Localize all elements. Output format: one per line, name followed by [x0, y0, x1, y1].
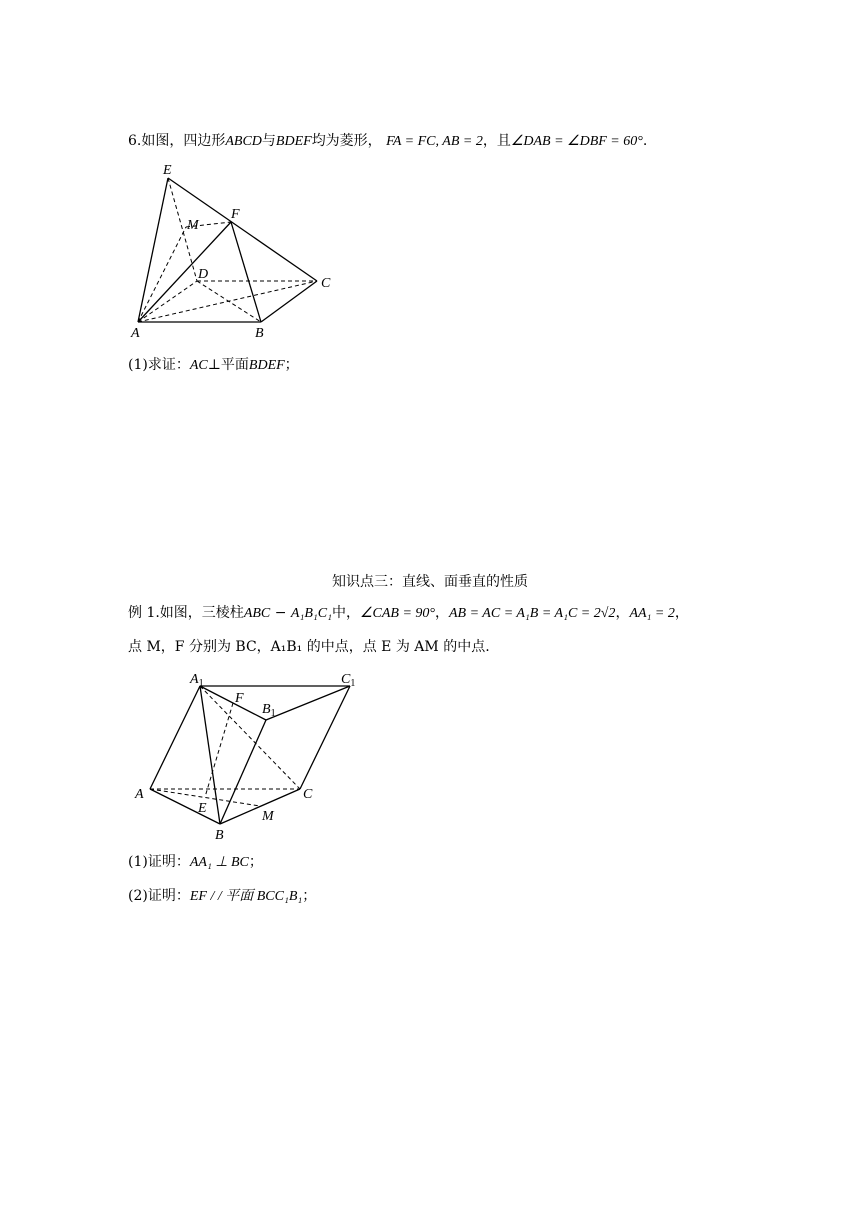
example1-comma-1: ，	[435, 605, 449, 621]
example1-aa1: AA₁ = 2	[629, 606, 675, 621]
example1-prism-top: A₁B₁C₁	[290, 606, 332, 621]
problem6-part1-perp: ⊥平面	[207, 357, 249, 373]
fig-e1-label-m: M	[262, 809, 274, 824]
problem6-statement	[128, 131, 647, 152]
example1-part2	[128, 886, 316, 907]
fig6-label-f: F	[231, 207, 240, 222]
example1-angle: ∠CAB = 90°	[359, 606, 435, 621]
problem6-part1-label: (1)求证：	[128, 357, 190, 373]
example1-part2-end: ；	[302, 888, 317, 904]
fig6-label-b: B	[255, 326, 264, 341]
fig6-label-c: C	[321, 276, 331, 291]
problem6-part1-plane: BDEF	[248, 358, 285, 373]
problem6-condition-1: FA = FC, AB = 2	[386, 134, 483, 149]
example1-dash: −	[270, 605, 291, 621]
problem6-intro: 6.如图，四边形	[128, 133, 226, 149]
fig-e1-label-c1: $C_1$	[341, 672, 356, 689]
problem6-end: .	[642, 133, 648, 149]
fig6-label-a: A	[131, 326, 140, 341]
problem6-abcd: ABCD	[225, 134, 262, 149]
fig-e1-label-f: F	[235, 691, 244, 706]
fig6-label-e: E	[163, 163, 172, 178]
example1-comma-2: ，	[615, 605, 630, 621]
example1-intro: 例 1.如图，三棱柱	[128, 605, 244, 621]
problem6-qie: ，且	[482, 133, 511, 149]
example1-zhong: 中，	[331, 605, 360, 621]
fig6-label-d: D	[198, 267, 209, 282]
fig6-label-m: M	[187, 218, 199, 233]
example1-comma-3: ，	[674, 605, 689, 621]
fig-e1-label-a1: $A_1$	[190, 672, 204, 689]
example1-part1-expr: AA₁ ⊥ BC	[189, 855, 249, 870]
problem6-part1	[128, 355, 299, 376]
problem6-bdef: BDEF	[275, 134, 312, 149]
example1-part1	[128, 852, 263, 873]
fig-e1-label-b: B	[215, 828, 224, 842]
example1-statement	[128, 603, 689, 624]
problem6-yu: 与	[261, 133, 276, 149]
problem6-part1-ac: AC	[189, 358, 208, 373]
problem6-rhombus-text: 均为菱形，	[311, 133, 382, 149]
example1-figure	[130, 666, 365, 842]
section-heading: 知识点三：直线、面垂直的性质	[332, 574, 528, 590]
example1-part2-label: (2)证明：	[128, 888, 190, 904]
fig-e1-label-a: A	[135, 787, 144, 802]
example1-equal: AB = AC = A₁B = A₁C = 2√2	[449, 606, 616, 621]
example1-prism-base: ABC	[243, 606, 271, 621]
example1-part2-expr: EF / / 平面 BCC₁B₁	[189, 889, 303, 904]
problem6-condition-2: ∠DAB = ∠DBF = 60°	[510, 134, 643, 149]
fig-e1-label-b1: $B_1$	[262, 702, 276, 719]
fig-e1-label-c: C	[303, 787, 313, 802]
example1-line2: 点 M，F 分别为 BC，A₁B₁ 的中点，点 E 为 AM 的中点.	[128, 639, 490, 655]
example1-part1-end: ；	[248, 854, 263, 870]
example1-part1-label: (1)证明：	[128, 854, 190, 870]
fig-e1-label-e: E	[198, 801, 207, 816]
problem6-figure	[125, 158, 345, 344]
problem6-part1-end: ；	[284, 357, 299, 373]
